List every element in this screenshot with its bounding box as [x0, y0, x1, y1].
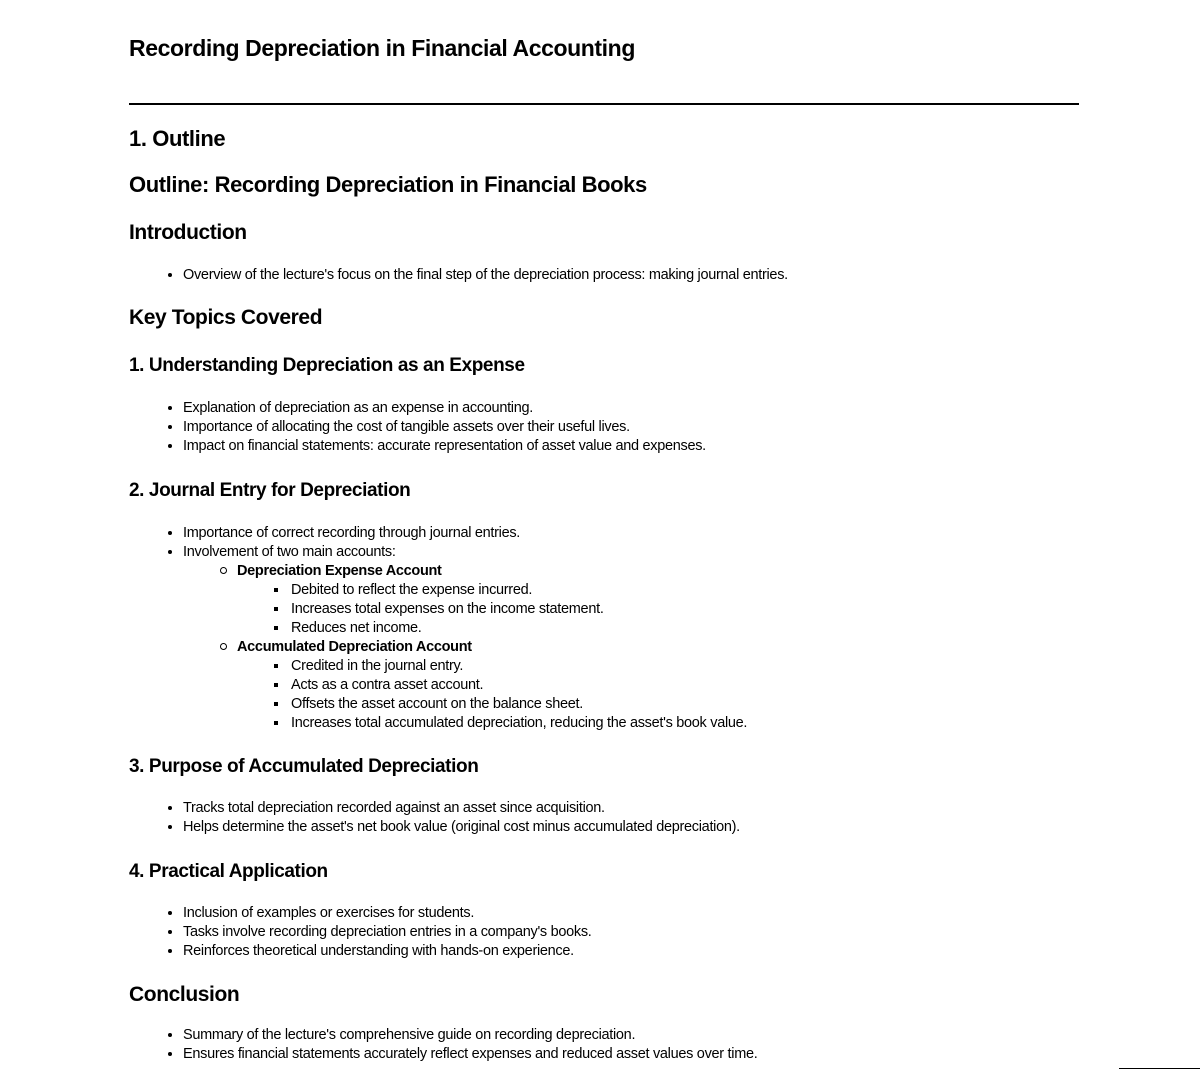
account-point: Credited in the journal entry. [291, 657, 747, 676]
topic1-list [129, 399, 706, 456]
account-item [237, 562, 747, 638]
conclusion-heading: Conclusion [129, 983, 240, 1006]
account-point: Acts as a contra asset account. [291, 676, 747, 695]
list-item: Importance of correct recording through journal entries. [183, 524, 747, 543]
list-item: Impact on financial statements: accurate representation of asset value and expenses. [183, 438, 706, 454]
topic4-heading: 4. Practical Application [129, 861, 328, 882]
list-item [183, 543, 747, 733]
topic2-list [129, 524, 747, 733]
accounts-list [183, 562, 747, 733]
outline-title: Outline: Recording Depreciation in Financial Books [129, 172, 647, 197]
introduction-list [129, 266, 788, 285]
section-heading: 1. Outline [129, 126, 226, 151]
introduction-heading: Introduction [129, 221, 247, 244]
account-item [237, 638, 747, 733]
document-title: Recording Depreciation in Financial Accounting [129, 35, 635, 61]
list-item: Helps determine the asset's net book value (original cost minus accumulated depreciation). [183, 819, 740, 835]
topic1-heading: 1. Understanding Depreciation as an Expense [129, 355, 525, 376]
list-item: Inclusion of examples or exercises for students. [183, 904, 592, 923]
list-item: Ensures financial statements accurately reflect expenses and reduced asset values over time. [183, 1046, 758, 1062]
list-item: Explanation of depreciation as an expense in accounting. [183, 399, 706, 418]
account-point: Debited to reflect the expense incurred. [291, 581, 747, 600]
account-name: Depreciation Expense Account [237, 563, 442, 579]
list-item: Importance of allocating the cost of tangible assets over their useful lives. [183, 418, 706, 437]
account-point: Increases total expenses on the income statement. [291, 600, 747, 619]
account-point: Increases total accumulated depreciation, reducing the asset's book value. [291, 715, 748, 731]
horizontal-rule [129, 103, 1079, 105]
conclusion-list [129, 1026, 757, 1064]
account-points [237, 657, 747, 733]
page-edge-rule [1119, 1068, 1200, 1069]
key-topics-heading: Key Topics Covered [129, 306, 323, 329]
topic2-heading: 2. Journal Entry for Depreciation [129, 480, 411, 501]
list-item: Overview of the lecture's focus on the final step of the depreciation process: making journal entries. [183, 267, 788, 283]
account-points [237, 581, 747, 638]
account-point: Reduces net income. [291, 619, 747, 638]
list-item: Summary of the lecture's comprehensive guide on recording depreciation. [183, 1026, 757, 1045]
list-item: Reinforces theoretical understanding with hands-on experience. [183, 942, 592, 961]
topic4-list [129, 904, 592, 961]
list-item: Tracks total depreciation recorded against an asset since acquisition. [183, 799, 740, 818]
list-item-text: Involvement of two main accounts: [183, 544, 396, 560]
topic3-list [129, 799, 740, 837]
topic3-heading: 3. Purpose of Accumulated Depreciation [129, 756, 479, 777]
account-name: Accumulated Depreciation Account [237, 639, 472, 655]
list-item: Tasks involve recording depreciation entries in a company's books. [183, 924, 592, 940]
account-point: Offsets the asset account on the balance sheet. [291, 695, 747, 714]
